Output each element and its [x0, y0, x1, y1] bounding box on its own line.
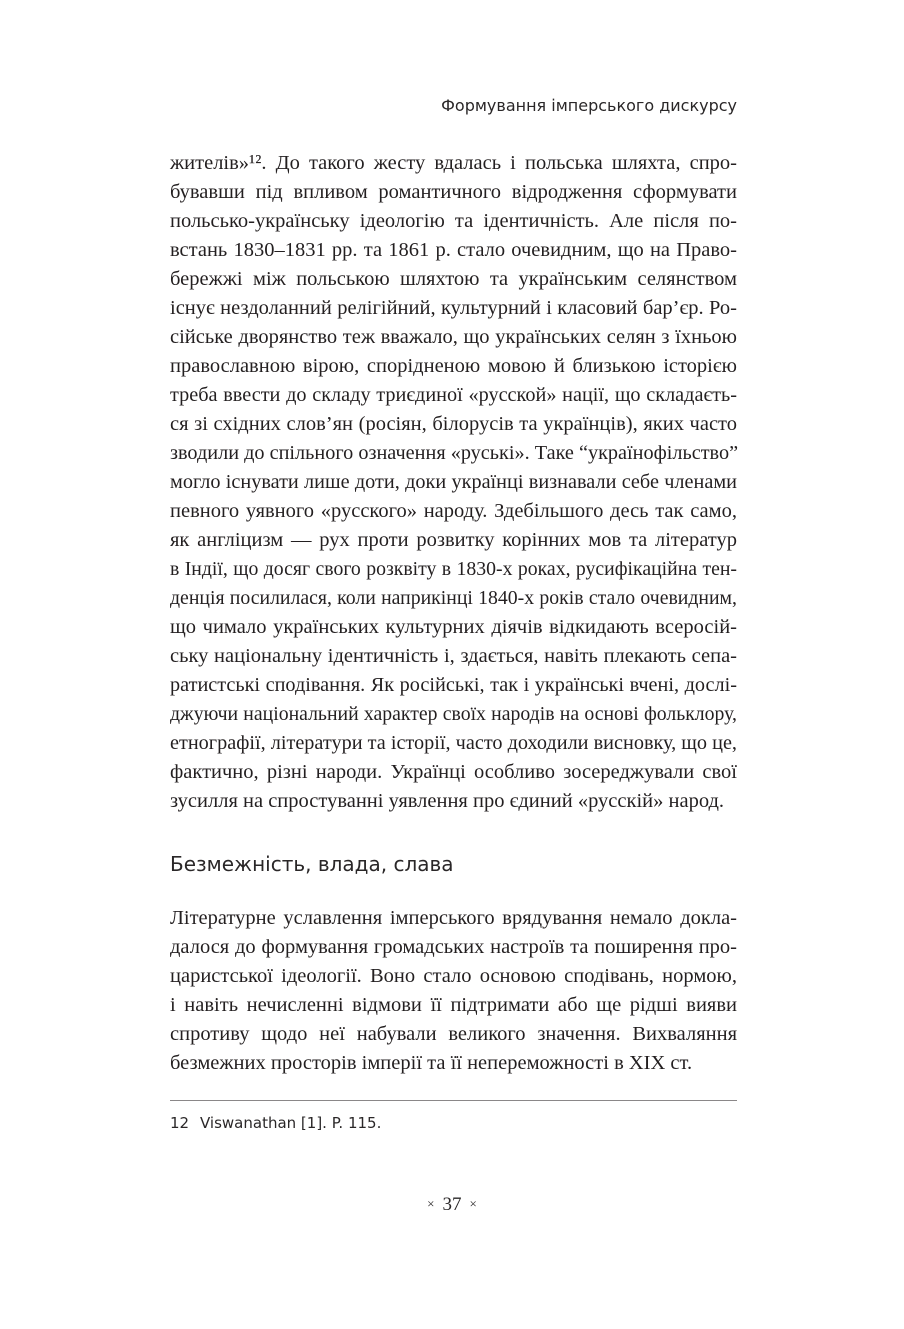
- text-line: безмежних просторів імперії та її непереможності в XIX ст.: [170, 1052, 693, 1074]
- text-line: Літературне уславлення імперського врядування немало докла-: [170, 907, 737, 929]
- text-line: в Індії, що досяг свого розквіту в 1830-х роках, русифікаційна тен-: [170, 558, 737, 580]
- page-number: 37: [442, 1194, 462, 1215]
- text-line: бережжі між польською шляхтою та українським селянством: [170, 268, 737, 290]
- text-line: польсько-українську ідеологію та ідентичність. Але після по-: [170, 210, 737, 232]
- footnote: [170, 1114, 381, 1132]
- text-line: ську національну ідентичність і, здається, навіть плекають сепа-: [170, 645, 737, 667]
- text-line: ратистські сподівання. Як російські, так і українські вчені, дослі-: [170, 674, 737, 696]
- text-line: фактично, різні народи. Українці особливо зосереджували свої: [170, 761, 737, 783]
- footnote-number: 12: [170, 1114, 190, 1132]
- page-number-footer: [0, 1194, 904, 1216]
- text-line: встань 1830–1831 рр. та 1861 р. стало очевидним, що на Право-: [170, 239, 737, 261]
- footnote-text: Viswanathan [1]. P. 115.: [200, 1114, 382, 1132]
- text-line: що чимало українських культурних діячів відкидають всеросій-: [170, 616, 737, 638]
- text-line: спротиву щодо неї набували великого значення. Вихваляння: [170, 1023, 737, 1045]
- text-line: існує нездоланний релігійний, культурний і класовий бар’єр. Ро-: [170, 297, 737, 319]
- text-line: ся зі східних слов’ян (росіян, білорусів та українців), яких часто: [170, 413, 737, 435]
- text-line: певного уявного «русского» народу. Здебільшого десь так само,: [170, 500, 737, 522]
- text-line: бувавши під впливом романтичного відродження сформувати: [170, 181, 737, 203]
- text-line: сійське дворянство теж вважало, що українських селян з їхньою: [170, 326, 737, 348]
- text-line: треба ввести до складу триєдиної «русской» нації, що складаєть-: [170, 384, 737, 406]
- text-line: як англіцизм — рух проти розвитку корінних мов та літератур: [170, 529, 737, 551]
- text-line: жителів»¹². До такого жесту вдалась і польська шляхта, спро-: [170, 152, 737, 174]
- section-heading: Безмежність, влада, слава: [170, 852, 454, 876]
- text-line: православною вірою, спорідненою мовою й близькою історією: [170, 355, 737, 377]
- text-line: зводили до спільного означення «руські». Таке “українофільство”: [170, 442, 739, 464]
- text-line: царистської ідеології. Воно стало основою сподівань, нормою,: [170, 965, 737, 987]
- running-head: Формування імперського дискурсу: [441, 96, 737, 115]
- footnote-divider: [170, 1100, 737, 1101]
- text-line: могло існувати лише доти, доки українці визнавали себе членами: [170, 471, 737, 493]
- text-line: етнографії, літератури та історії, часто доходили висновку, що це,: [170, 732, 737, 754]
- text-line: далося до формування громадських настроїв та поширення про-: [170, 936, 737, 958]
- ornament-cross-icon: ×: [469, 1196, 477, 1211]
- text-line: зусилля на спростуванні уявлення про єдиний «русскій» народ.: [170, 790, 725, 812]
- text-line: джуючи національний характер своїх народів на основі фольклору,: [170, 703, 737, 725]
- text-line: і навіть нечисленні відмови її підтримати або ще рідші вияви: [170, 994, 737, 1016]
- ornament-cross-icon: ×: [427, 1196, 435, 1211]
- text-line: денція посилилася, коли наприкінці 1840-х років стало очевидним,: [170, 587, 737, 609]
